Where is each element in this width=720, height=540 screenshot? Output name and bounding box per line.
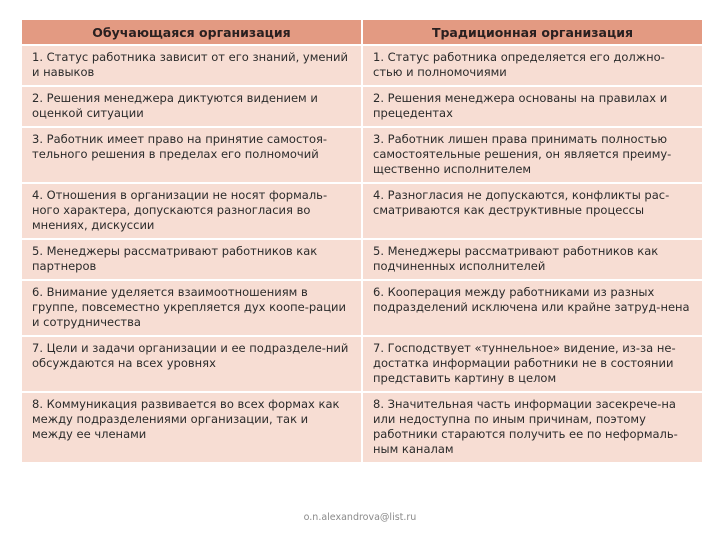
header-learning-org: Обучающаяся организация [22, 20, 362, 45]
table-header-row [22, 20, 702, 45]
table-row [22, 392, 702, 462]
table-row [22, 239, 702, 280]
traditional-org-cell: 1. Статус работника определяется его должно-стью и полномочиями [362, 45, 702, 86]
table-row [22, 45, 702, 86]
learning-org-cell: 2. Решения менеджера диктуются видением и оценкой ситуации [22, 86, 362, 127]
learning-org-cell: 7. Цели и задачи организации и ее подразделе-ний обсуждаются на всех уровнях [22, 336, 362, 392]
traditional-org-cell: 6. Кооперация между работниками из разных подразделений исключена или крайне затруд-нена [362, 280, 702, 336]
comparison-table-container [22, 20, 702, 462]
table-row [22, 280, 702, 336]
traditional-org-cell: 8. Значительная часть информации засекрече-на или недоступна по иным причинам, поэтому работники стараются получить ее по неформаль-ным каналам [362, 392, 702, 462]
learning-org-cell: 1. Статус работника зависит от его знаний, умений и навыков [22, 45, 362, 86]
table-row [22, 127, 702, 183]
learning-org-cell: 5. Менеджеры рассматривают работников как партнеров [22, 239, 362, 280]
footer-email: o.n.alexandrova@list.ru [303, 512, 417, 523]
learning-org-cell: 4. Отношения в организации не носят формаль-ного характера, допускаются разногласия во мнениях, дискуссии [22, 183, 362, 239]
comparison-table [22, 20, 702, 462]
traditional-org-cell: 7. Господствует «туннельное» видение, из-за не-достатка информации работники не в состоянии представить картину в целом [362, 336, 702, 392]
traditional-org-cell: 3. Работник лишен права принимать полностью самостоятельные решения, он является преиму-щественно исполнителем [362, 127, 702, 183]
learning-org-cell: 6. Внимание уделяется взаимоотношениям в группе, повсеместно укрепляется дух коопе-рации и сотрудничества [22, 280, 362, 336]
traditional-org-cell: 2. Решения менеджера основаны на правилах и прецедентах [362, 86, 702, 127]
table-row [22, 86, 702, 127]
learning-org-cell: 8. Коммуникация развивается во всех формах как между подразделениями организации, так и между ее членами [22, 392, 362, 462]
traditional-org-cell: 4. Разногласия не допускаются, конфликты рас-сматриваются как деструктивные процессы [362, 183, 702, 239]
learning-org-cell: 3. Работник имеет право на принятие самостоя-тельного решения в пределах его полномочий [22, 127, 362, 183]
traditional-org-cell: 5. Менеджеры рассматривают работников как подчиненных исполнителей [362, 239, 702, 280]
header-traditional-org: Традиционная организация [362, 20, 702, 45]
table-row [22, 336, 702, 392]
table-row [22, 183, 702, 239]
